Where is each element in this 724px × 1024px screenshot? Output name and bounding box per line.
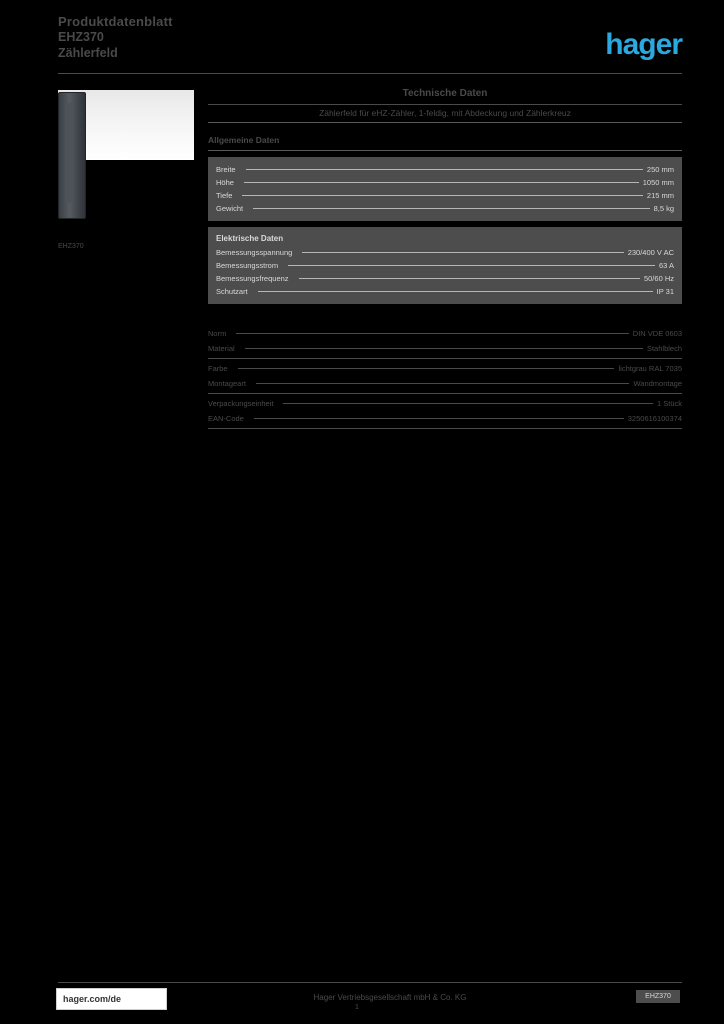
specification-table [208, 326, 682, 429]
footer-company: Hager Vertriebsgesellschaft mbH & Co. KG [313, 993, 467, 1002]
document-header [58, 14, 682, 74]
subsection-divider [208, 150, 682, 151]
header-divider [58, 73, 682, 74]
row-leader [242, 195, 643, 196]
brand-logo: hager [605, 28, 682, 61]
row-value: 50/60 Hz [643, 274, 674, 283]
row-leader [299, 278, 640, 279]
footer-page-number: 1 [355, 1004, 359, 1011]
data-block-general [208, 157, 682, 221]
row-value: 250 mm [646, 165, 674, 174]
table-row [216, 272, 674, 285]
table-row [216, 259, 674, 272]
table-row [208, 361, 682, 376]
row-leader [238, 368, 615, 369]
row-leader [236, 333, 628, 334]
document-subtitle-secondary: Zählerfeld [58, 46, 118, 60]
row-leader [283, 403, 653, 404]
row-label: Material [208, 344, 235, 353]
row-value: DIN VDE 0603 [632, 329, 682, 338]
row-value: IP 31 [656, 287, 674, 296]
main-content [208, 88, 682, 431]
table-divider [208, 358, 682, 359]
row-leader [253, 208, 649, 209]
row-value: 1 Stück [656, 399, 682, 408]
lead-description: Zählerfeld für eHZ-Zähler, 1-feldig, mit Abdeckung und Zählerkreuz [319, 108, 571, 118]
row-leader [288, 265, 655, 266]
row-leader [302, 252, 623, 253]
table-divider [208, 428, 682, 429]
row-leader [245, 348, 643, 349]
product-device-illustration [58, 92, 86, 219]
data-block-electrical [208, 227, 682, 304]
table-row [208, 341, 682, 356]
table-divider [208, 393, 682, 394]
row-value: 63 A [658, 261, 674, 270]
row-label: Bemessungsfrequenz [216, 274, 289, 283]
section-title: Technische Daten [402, 88, 488, 99]
row-leader [254, 418, 624, 419]
row-label: Bemessungsstrom [216, 261, 279, 270]
data-block-heading: Elektrische Daten [216, 234, 284, 243]
row-leader [258, 291, 653, 292]
row-label: EAN-Code [208, 414, 244, 423]
row-label: Norm [208, 329, 227, 338]
row-value: 8,5 kg [653, 204, 674, 213]
row-value: Stahlblech [646, 344, 682, 353]
row-label: Tiefe [216, 191, 233, 200]
row-label: Höhe [216, 178, 234, 187]
table-row [216, 246, 674, 259]
row-value: 1050 mm [642, 178, 674, 187]
table-row [216, 202, 674, 215]
row-leader [244, 182, 639, 183]
row-label: Verpackungseinheit [208, 399, 274, 408]
table-row [216, 285, 674, 298]
row-label: Montageart [208, 379, 246, 388]
row-value: Wandmontage [633, 379, 682, 388]
row-label: Breite [216, 165, 236, 174]
row-label: Gewicht [216, 204, 244, 213]
footer-logo-label: hager.com/de [63, 994, 122, 1004]
row-leader [256, 383, 630, 384]
row-label: Schutzart [216, 287, 248, 296]
footer-divider [58, 982, 682, 983]
table-row [208, 411, 682, 426]
row-value: 215 mm [646, 191, 674, 200]
table-row [216, 189, 674, 202]
table-row [208, 376, 682, 391]
table-row [208, 396, 682, 411]
subsection-heading: Allgemeine Daten [208, 135, 280, 145]
row-value: lichtgrau RAL 7035 [618, 364, 682, 373]
row-value: 230/400 V AC [627, 248, 674, 257]
table-row [216, 163, 674, 176]
table-row [216, 176, 674, 189]
row-label: Farbe [208, 364, 228, 373]
document-subtitle: EHZ370 [58, 30, 104, 44]
table-row [208, 326, 682, 341]
row-leader [246, 169, 643, 170]
footer-reference-badge: EHZ370 [636, 990, 680, 1003]
document-title: Produktdatenblatt [58, 14, 173, 29]
product-caption: EHZ370 [58, 243, 84, 250]
row-label: Bemessungsspannung [216, 248, 293, 257]
row-value: 3250616100374 [627, 414, 682, 423]
footer-logo[interactable] [56, 988, 167, 1010]
